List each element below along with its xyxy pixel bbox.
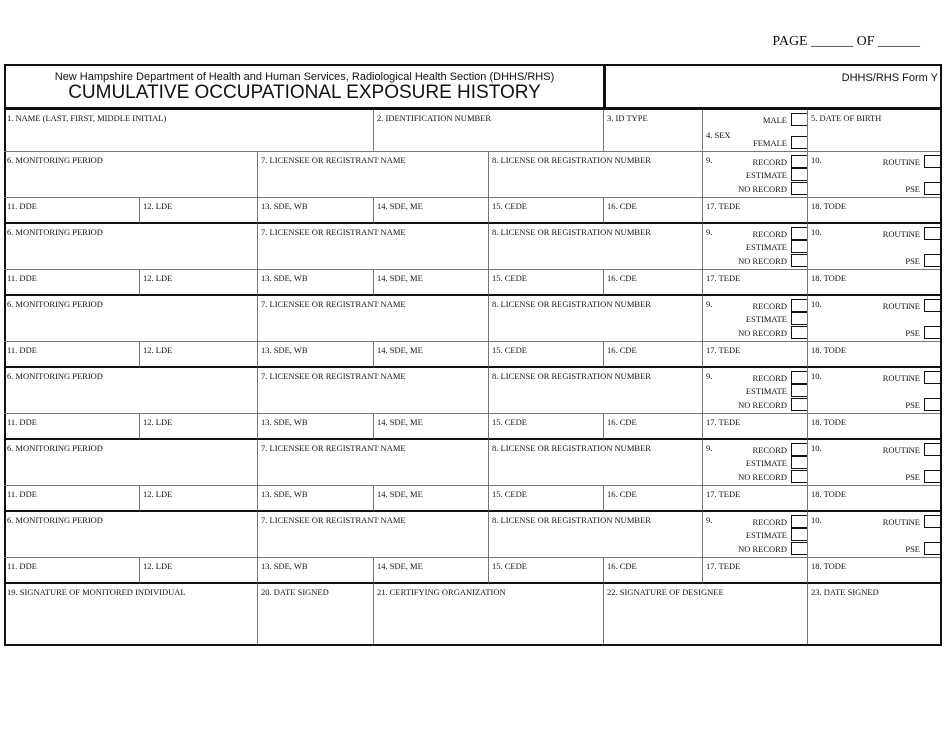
dde-field-label: 11. DDE: [7, 489, 37, 499]
sde-me-field-label: 14. SDE, ME: [377, 273, 423, 283]
tode-field[interactable]: [808, 342, 940, 368]
sex-label: 4. SEX: [706, 130, 731, 140]
license-number-field[interactable]: [489, 512, 703, 558]
cede-field-label: 15. CEDE: [492, 345, 527, 355]
cede-field[interactable]: [489, 414, 604, 440]
sde-wb-field-label: 13. SDE, WB: [261, 201, 308, 211]
sde-me-field[interactable]: [374, 342, 489, 368]
male-checkbox[interactable]: [791, 113, 807, 126]
exposure-type-field[interactable]: [808, 368, 940, 414]
lde-field[interactable]: [140, 270, 258, 296]
dde-field-label: 11. DDE: [7, 561, 37, 571]
form-id: DHHS/RHS Form Y: [606, 66, 940, 110]
dde-field[interactable]: [4, 486, 140, 512]
individual-signature-field-label: 19. SIGNATURE OF MONITORED INDIVIDUAL: [7, 587, 186, 597]
tode-field[interactable]: [808, 270, 940, 296]
record-type-field-label: 9.: [706, 227, 713, 237]
tode-field[interactable]: [808, 558, 940, 584]
sde-wb-field[interactable]: [258, 558, 374, 584]
cede-field[interactable]: [489, 486, 604, 512]
license-number-field-label: 8. LICENSE OR REGISTRATION NUMBER: [492, 371, 651, 381]
name-field[interactable]: [4, 110, 374, 152]
licensee-name-field[interactable]: [258, 440, 489, 486]
designee-signature-field[interactable]: [604, 584, 808, 644]
sde-me-field-label: 14. SDE, ME: [377, 489, 423, 499]
license-number-field-label: 8. LICENSE OR REGISTRATION NUMBER: [492, 299, 651, 309]
routine-checkbox[interactable]: [924, 227, 940, 240]
license-number-field[interactable]: [489, 368, 703, 414]
cede-field-label: 15. CEDE: [492, 273, 527, 283]
record-type-field[interactable]: [703, 512, 808, 558]
routine-checkbox[interactable]: [924, 515, 940, 528]
pse-checkbox[interactable]: [924, 542, 940, 555]
record-type-field-label: 9.: [706, 443, 713, 453]
record-label: RECORD: [752, 301, 787, 311]
record-checkbox[interactable]: [791, 299, 807, 312]
tede-field-label: 17. TEDE: [706, 489, 741, 499]
tede-field[interactable]: [703, 486, 808, 512]
dde-field-label: 11. DDE: [7, 273, 37, 283]
record-label: RECORD: [752, 373, 787, 383]
estimate-label: ESTIMATE: [745, 530, 787, 540]
sde-wb-field[interactable]: [258, 198, 374, 224]
monitoring-period-field[interactable]: [4, 152, 258, 198]
estimate-label: ESTIMATE: [745, 170, 787, 180]
no-record-checkbox[interactable]: [791, 470, 807, 483]
licensee-name-field-label: 7. LICENSEE OR REGISTRANT NAME: [261, 299, 406, 309]
sde-wb-field-label: 13. SDE, WB: [261, 417, 308, 427]
monitoring-period-field[interactable]: [4, 224, 258, 270]
pse-label: PSE: [905, 544, 920, 554]
sde-me-field[interactable]: [374, 558, 489, 584]
cede-field[interactable]: [489, 270, 604, 296]
licensee-name-field-label: 7. LICENSEE OR REGISTRANT NAME: [261, 227, 406, 237]
cede-field[interactable]: [489, 198, 604, 224]
sde-me-field-label: 14. SDE, ME: [377, 345, 423, 355]
sde-wb-field-label: 13. SDE, WB: [261, 561, 308, 571]
cde-field-label: 16. CDE: [607, 417, 637, 427]
page-number: PAGE ______ OF ______: [772, 34, 920, 49]
female-checkbox[interactable]: [791, 136, 807, 149]
estimate-checkbox[interactable]: [791, 240, 807, 253]
tode-field-label: 18. TODE: [811, 489, 847, 499]
no-record-checkbox[interactable]: [791, 254, 807, 267]
routine-label: ROUTINE: [882, 301, 920, 311]
cde-field[interactable]: [604, 342, 703, 368]
cede-field-label: 15. CEDE: [492, 417, 527, 427]
record-label: RECORD: [752, 229, 787, 239]
estimate-checkbox[interactable]: [791, 168, 807, 181]
form-title: CUMULATIVE OCCUPATIONAL EXPOSURE HISTORY: [68, 82, 541, 103]
form-header: [6, 66, 606, 110]
estimate-label: ESTIMATE: [745, 386, 787, 396]
cde-field[interactable]: [604, 486, 703, 512]
lde-field-label: 12. LDE: [143, 273, 173, 283]
record-type-field[interactable]: [703, 224, 808, 270]
tede-field[interactable]: [703, 270, 808, 296]
record-label: RECORD: [752, 157, 787, 167]
cde-field[interactable]: [604, 270, 703, 296]
exposure-type-field-label: 10.: [811, 443, 822, 453]
routine-label: ROUTINE: [882, 517, 920, 527]
sde-wb-field[interactable]: [258, 270, 374, 296]
routine-checkbox[interactable]: [924, 299, 940, 312]
lde-field[interactable]: [140, 342, 258, 368]
exposure-type-field[interactable]: [808, 440, 940, 486]
monitoring-period-field[interactable]: [4, 440, 258, 486]
estimate-label: ESTIMATE: [745, 458, 787, 468]
cde-field-label: 16. CDE: [607, 561, 637, 571]
cde-field-label: 16. CDE: [607, 489, 637, 499]
record-type-field-label: 9.: [706, 299, 713, 309]
monitoring-period-field-label: 6. MONITORING PERIOD: [7, 443, 103, 453]
record-type-field[interactable]: [703, 296, 808, 342]
tede-field-label: 17. TEDE: [706, 417, 741, 427]
lde-field[interactable]: [140, 198, 258, 224]
sde-wb-field-label: 13. SDE, WB: [261, 345, 308, 355]
licensee-name-field[interactable]: [258, 152, 489, 198]
tede-field[interactable]: [703, 558, 808, 584]
tode-field-label: 18. TODE: [811, 201, 847, 211]
pse-label: PSE: [905, 256, 920, 266]
tode-field-label: 18. TODE: [811, 273, 847, 283]
no-record-checkbox[interactable]: [791, 182, 807, 195]
dde-field-label: 11. DDE: [7, 417, 37, 427]
date-signed-field-label: 20. DATE SIGNED: [261, 587, 329, 597]
tode-field-label: 18. TODE: [811, 345, 847, 355]
routine-label: ROUTINE: [882, 229, 920, 239]
cede-field-label: 15. CEDE: [492, 489, 527, 499]
lde-field[interactable]: [140, 414, 258, 440]
estimate-checkbox[interactable]: [791, 456, 807, 469]
no-record-label: NO RECORD: [738, 256, 787, 266]
no-record-label: NO RECORD: [738, 400, 787, 410]
licensee-name-field-label: 7. LICENSEE OR REGISTRANT NAME: [261, 155, 406, 165]
certifying-organization-field-label: 21. CERTIFYING ORGANIZATION: [377, 587, 506, 597]
no-record-label: NO RECORD: [738, 472, 787, 482]
lde-field[interactable]: [140, 558, 258, 584]
date-of-birth-field-label: 5. DATE OF BIRTH: [811, 113, 882, 123]
id-type-field-label: 3. ID TYPE: [607, 113, 648, 123]
exposure-type-field-label: 10.: [811, 155, 822, 165]
license-number-field-label: 8. LICENSE OR REGISTRATION NUMBER: [492, 515, 651, 525]
routine-checkbox[interactable]: [924, 443, 940, 456]
pse-label: PSE: [905, 328, 920, 338]
sde-me-field-label: 14. SDE, ME: [377, 561, 423, 571]
pse-checkbox[interactable]: [924, 470, 940, 483]
designee-signature-field-label: 22. SIGNATURE OF DESIGNEE: [607, 587, 724, 597]
sde-wb-field[interactable]: [258, 342, 374, 368]
sde-me-field[interactable]: [374, 486, 489, 512]
record-checkbox[interactable]: [791, 227, 807, 240]
id-number-field[interactable]: [374, 110, 604, 152]
exposure-type-field[interactable]: [808, 296, 940, 342]
sde-wb-field[interactable]: [258, 486, 374, 512]
license-number-field[interactable]: [489, 440, 703, 486]
licensee-name-field-label: 7. LICENSEE OR REGISTRANT NAME: [261, 443, 406, 453]
lde-field-label: 12. LDE: [143, 417, 173, 427]
tede-field-label: 17. TEDE: [706, 345, 741, 355]
record-checkbox[interactable]: [791, 515, 807, 528]
record-type-field-label: 9.: [706, 155, 713, 165]
no-record-checkbox[interactable]: [791, 326, 807, 339]
designee-date-signed-field-label: 23. DATE SIGNED: [811, 587, 879, 597]
estimate-checkbox[interactable]: [791, 384, 807, 397]
license-number-field[interactable]: [489, 152, 703, 198]
cede-field-label: 15. CEDE: [492, 561, 527, 571]
cde-field[interactable]: [604, 414, 703, 440]
designee-date-signed-field[interactable]: [808, 584, 940, 644]
lde-field[interactable]: [140, 486, 258, 512]
licensee-name-field[interactable]: [258, 512, 489, 558]
no-record-checkbox[interactable]: [791, 398, 807, 411]
record-type-field[interactable]: [703, 368, 808, 414]
routine-checkbox[interactable]: [924, 371, 940, 384]
dde-field[interactable]: [4, 558, 140, 584]
pse-label: PSE: [905, 400, 920, 410]
no-record-label: NO RECORD: [738, 544, 787, 554]
cede-field[interactable]: [489, 342, 604, 368]
lde-field-label: 12. LDE: [143, 561, 173, 571]
exposure-type-field-label: 10.: [811, 299, 822, 309]
pse-label: PSE: [905, 472, 920, 482]
licensee-name-field[interactable]: [258, 296, 489, 342]
cde-field-label: 16. CDE: [607, 201, 637, 211]
tode-field-label: 18. TODE: [811, 417, 847, 427]
tode-field[interactable]: [808, 414, 940, 440]
dde-field-label: 11. DDE: [7, 201, 37, 211]
record-checkbox[interactable]: [791, 155, 807, 168]
exposure-type-field-label: 10.: [811, 227, 822, 237]
estimate-label: ESTIMATE: [745, 242, 787, 252]
record-label: RECORD: [752, 517, 787, 527]
agency-name: New Hampshire Department of Health and Human Services, Radiological Health Section (DHHS/RHS): [54, 71, 555, 83]
tode-field-label: 18. TODE: [811, 561, 847, 571]
dde-field[interactable]: [4, 270, 140, 296]
sde-wb-field[interactable]: [258, 414, 374, 440]
licensee-name-field-label: 7. LICENSEE OR REGISTRANT NAME: [261, 515, 406, 525]
estimate-checkbox[interactable]: [791, 528, 807, 541]
no-record-label: NO RECORD: [738, 328, 787, 338]
sde-wb-field-label: 13. SDE, WB: [261, 273, 308, 283]
license-number-field[interactable]: [489, 224, 703, 270]
record-label: RECORD: [752, 445, 787, 455]
tode-field[interactable]: [808, 486, 940, 512]
licensee-name-field[interactable]: [258, 224, 489, 270]
exposure-type-field[interactable]: [808, 224, 940, 270]
sex-field[interactable]: [703, 110, 808, 152]
record-type-field[interactable]: [703, 152, 808, 198]
record-type-field[interactable]: [703, 440, 808, 486]
monitoring-period-field-label: 6. MONITORING PERIOD: [7, 155, 103, 165]
individual-signature-field[interactable]: [4, 584, 258, 644]
monitoring-period-field-label: 6. MONITORING PERIOD: [7, 371, 103, 381]
exposure-history-form: [4, 64, 942, 646]
lde-field-label: 12. LDE: [143, 345, 173, 355]
sde-me-field-label: 14. SDE, ME: [377, 417, 423, 427]
record-checkbox[interactable]: [791, 371, 807, 384]
license-number-field-label: 8. LICENSE OR REGISTRATION NUMBER: [492, 227, 651, 237]
dde-field[interactable]: [4, 414, 140, 440]
date-of-birth-field[interactable]: [808, 110, 940, 152]
cde-field-label: 16. CDE: [607, 273, 637, 283]
routine-checkbox[interactable]: [924, 155, 940, 168]
tede-field[interactable]: [703, 342, 808, 368]
cde-field[interactable]: [604, 558, 703, 584]
tede-field-label: 17. TEDE: [706, 273, 741, 283]
monitoring-period-field-label: 6. MONITORING PERIOD: [7, 299, 103, 309]
monitoring-period-field[interactable]: [4, 368, 258, 414]
id-number-field-label: 2. IDENTIFICATION NUMBER: [377, 113, 492, 123]
tede-field-label: 17. TEDE: [706, 201, 741, 211]
record-type-field-label: 9.: [706, 515, 713, 525]
routine-label: ROUTINE: [882, 157, 920, 167]
license-number-field-label: 8. LICENSE OR REGISTRATION NUMBER: [492, 155, 651, 165]
sde-wb-field-label: 13. SDE, WB: [261, 489, 308, 499]
pse-checkbox[interactable]: [924, 182, 940, 195]
cde-field-label: 16. CDE: [607, 345, 637, 355]
dde-field[interactable]: [4, 198, 140, 224]
monitoring-period-field-label: 6. MONITORING PERIOD: [7, 227, 103, 237]
estimate-label: ESTIMATE: [745, 314, 787, 324]
monitoring-period-field[interactable]: [4, 512, 258, 558]
lde-field-label: 12. LDE: [143, 201, 173, 211]
dde-field[interactable]: [4, 342, 140, 368]
pse-checkbox[interactable]: [924, 398, 940, 411]
id-type-field[interactable]: [604, 110, 703, 152]
pse-checkbox[interactable]: [924, 326, 940, 339]
exposure-type-field-label: 10.: [811, 515, 822, 525]
routine-label: ROUTINE: [882, 445, 920, 455]
monitoring-period-field[interactable]: [4, 296, 258, 342]
pse-label: PSE: [905, 184, 920, 194]
no-record-checkbox[interactable]: [791, 542, 807, 555]
estimate-checkbox[interactable]: [791, 312, 807, 325]
license-number-field-label: 8. LICENSE OR REGISTRATION NUMBER: [492, 443, 651, 453]
licensee-name-field-label: 7. LICENSEE OR REGISTRANT NAME: [261, 371, 406, 381]
sde-me-field[interactable]: [374, 270, 489, 296]
male-label: MALE: [762, 115, 787, 125]
cde-field[interactable]: [604, 198, 703, 224]
pse-checkbox[interactable]: [924, 254, 940, 267]
licensee-name-field[interactable]: [258, 368, 489, 414]
exposure-type-field-label: 10.: [811, 371, 822, 381]
exposure-type-field[interactable]: [808, 152, 940, 198]
record-type-field-label: 9.: [706, 371, 713, 381]
certifying-organization-field[interactable]: [374, 584, 604, 644]
tede-field[interactable]: [703, 198, 808, 224]
tode-field[interactable]: [808, 198, 940, 224]
sde-me-field-label: 14. SDE, ME: [377, 201, 423, 211]
no-record-label: NO RECORD: [738, 184, 787, 194]
exposure-type-field[interactable]: [808, 512, 940, 558]
name-field-label: 1. NAME (LAST, FIRST, MIDDLE INITIAL): [7, 113, 167, 123]
monitoring-period-field-label: 6. MONITORING PERIOD: [7, 515, 103, 525]
tede-field[interactable]: [703, 414, 808, 440]
lde-field-label: 12. LDE: [143, 489, 173, 499]
license-number-field[interactable]: [489, 296, 703, 342]
cede-field-label: 15. CEDE: [492, 201, 527, 211]
record-checkbox[interactable]: [791, 443, 807, 456]
tede-field-label: 17. TEDE: [706, 561, 741, 571]
cede-field[interactable]: [489, 558, 604, 584]
dde-field-label: 11. DDE: [7, 345, 37, 355]
date-signed-field[interactable]: [258, 584, 374, 644]
female-label: FEMALE: [753, 138, 787, 148]
routine-label: ROUTINE: [882, 373, 920, 383]
sde-me-field[interactable]: [374, 414, 489, 440]
sde-me-field[interactable]: [374, 198, 489, 224]
